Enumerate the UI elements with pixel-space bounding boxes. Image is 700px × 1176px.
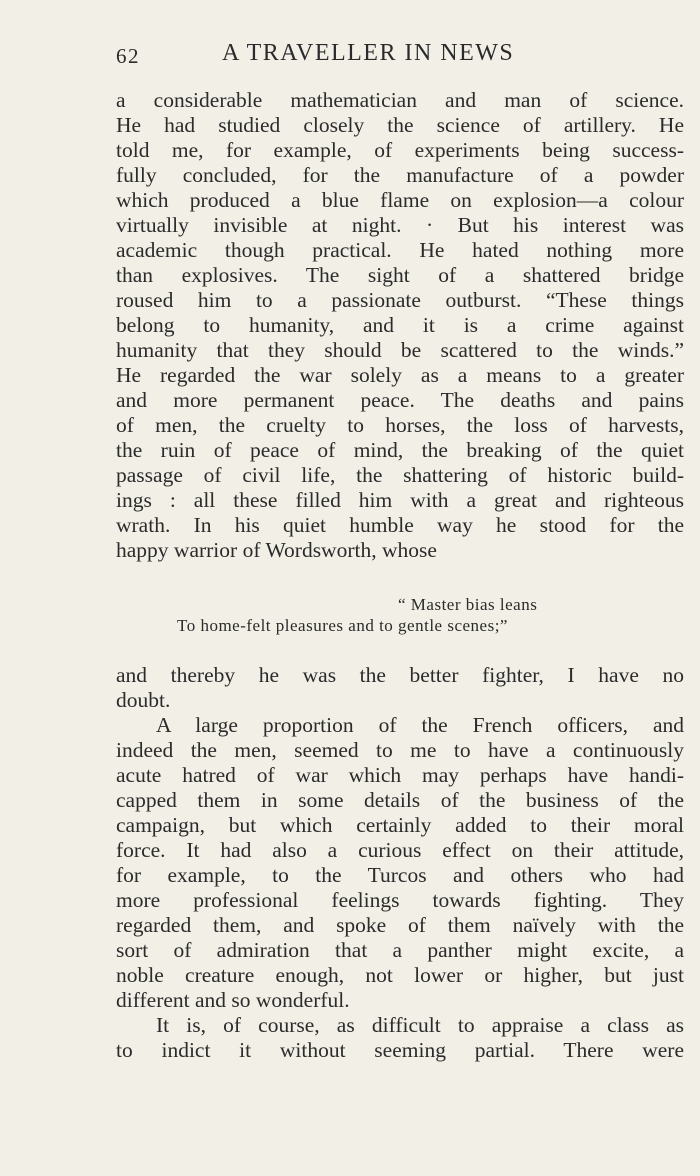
text-line: doubt. [116, 688, 171, 712]
text-line: acute hatred of war which may perhaps have handi- [116, 763, 684, 787]
text-line: and more permanent peace. The deaths and pains [116, 388, 684, 412]
text-line: which produced a blue flame on explosion—a colour [116, 188, 684, 212]
text-line: ings : all these filled him with a great and righteous [116, 488, 684, 512]
text-line: and thereby he was the better fighter, I have no [116, 663, 684, 687]
text-line: humanity that they should be scattered to the winds.” [116, 338, 684, 362]
text-line: for example, to the Turcos and others who had [116, 863, 684, 887]
text-line: fully concluded, for the manufacture of a powder [116, 163, 684, 187]
text-line: sort of admiration that a panther might excite, a [116, 938, 684, 962]
text-line: belong to humanity, and it is a crime against [116, 313, 684, 337]
text-line: than explosives. The sight of a shattered bridge [116, 263, 684, 287]
text-line: a considerable mathematician and man of science. [116, 88, 684, 112]
running-head [116, 40, 582, 74]
text-line: force. It had also a curious effect on their attitude, [116, 838, 684, 862]
paragraph-block-2 [116, 663, 684, 1063]
text-line: passage of civil life, the shattering of historic build- [116, 463, 684, 487]
text-line: academic though practical. He hated nothing more [116, 238, 684, 262]
text-line: noble creature enough, not lower or higher, but just [116, 963, 684, 987]
text-line: more professional feelings towards fighting. They [116, 888, 684, 912]
text-line: It is, of course, as difficult to appraise a class as [156, 1013, 684, 1037]
text-line: told me, for example, of experiments being success- [116, 138, 684, 162]
text-line: indeed the men, seemed to me to have a continuously [116, 738, 684, 762]
text-line: He regarded the war solely as a means to a greater [116, 363, 684, 387]
text-line: A large proportion of the French officers, and [156, 713, 684, 737]
quote-line: “ Master bias leans [398, 595, 538, 614]
text-line: the ruin of peace of mind, the breaking of the quiet [116, 438, 684, 462]
quote-line: To home-felt pleasures and to gentle scenes;” [177, 616, 508, 635]
text-line: wrath. In his quiet humble way he stood for the [116, 513, 684, 537]
text-line: roused him to a passionate outburst. “These things [116, 288, 684, 312]
text-line: to indict it without seeming partial. There were [116, 1038, 684, 1062]
text-line: different and so wonderful. [116, 988, 350, 1012]
text-line: happy warrior of Wordsworth, whose [116, 538, 437, 562]
paragraph-block-1 [116, 88, 684, 563]
text-line: of men, the cruelty to horses, the loss of harvests, [116, 413, 684, 437]
running-title: A TRAVELLER IN NEWS [222, 40, 515, 66]
text-line: virtually invisible at night. · But his interest was [116, 213, 684, 237]
text-line: campaign, but which certainly added to their moral [116, 813, 684, 837]
page-number: 62 [116, 44, 140, 68]
text-line: He had studied closely the science of artillery. He [116, 113, 684, 137]
text-line: regarded them, and spoke of them naïvely with the [116, 913, 684, 937]
text-line: capped them in some details of the business of the [116, 788, 684, 812]
